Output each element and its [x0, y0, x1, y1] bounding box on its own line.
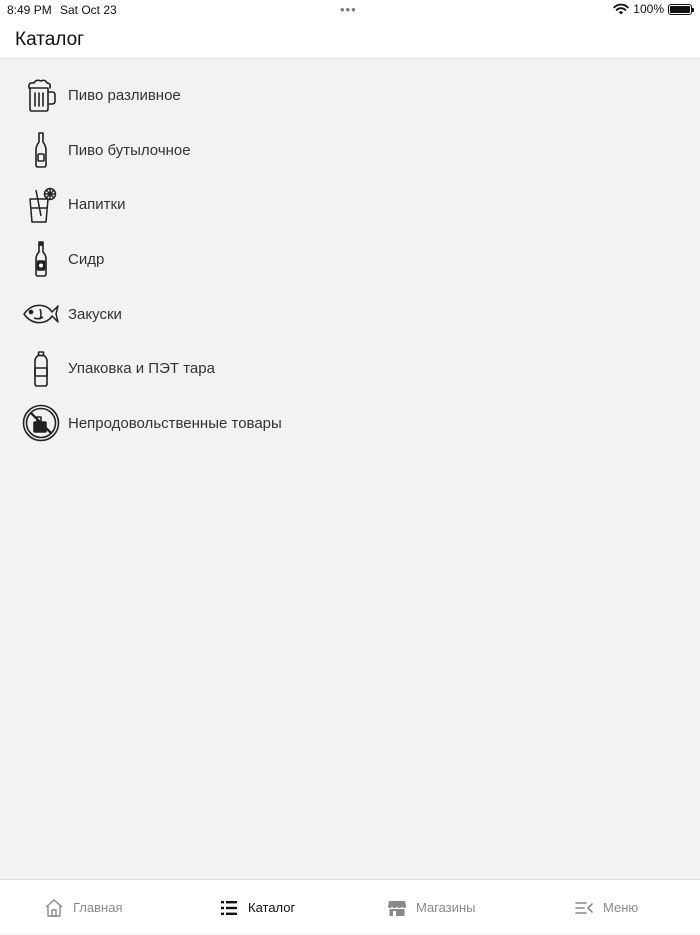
catalog-item-snacks[interactable]: [0, 287, 700, 342]
non-food-icon: [22, 404, 60, 442]
cider-bottle-icon: [22, 240, 60, 278]
home-icon: [44, 898, 64, 918]
tab-catalog[interactable]: [219, 880, 295, 935]
catalog-list: [0, 68, 700, 451]
catalog-item-non-food[interactable]: [0, 396, 700, 451]
tab-home[interactable]: [44, 880, 122, 935]
tab-menu[interactable]: [574, 880, 638, 935]
page-title: Каталог: [15, 29, 85, 50]
battery-percentage: 100%: [633, 2, 664, 16]
catalog-item-draft-beer[interactable]: [0, 68, 700, 123]
tab-bar: [0, 879, 700, 934]
status-time: 8:49 PM: [7, 3, 52, 17]
drink-glass-icon: [22, 186, 60, 224]
pet-bottle-icon: [22, 350, 60, 388]
beer-mug-icon: [22, 76, 60, 114]
fish-icon: [22, 295, 60, 333]
catalog-item-label: Сидр: [68, 250, 105, 268]
battery-icon: [668, 4, 692, 15]
wifi-icon: [613, 3, 629, 15]
catalog-item-label: Упаковка и ПЭТ тара: [68, 360, 215, 378]
status-indicators: [613, 2, 692, 16]
catalog-item-label: Напитки: [68, 196, 126, 214]
battery-level: [670, 6, 690, 13]
status-bar: [0, 0, 700, 20]
multitasking-dots[interactable]: •••: [340, 2, 357, 17]
status-date: Sat Oct 23: [60, 3, 117, 17]
catalog-item-label: Пиво разливное: [68, 86, 181, 104]
tab-label: Меню: [603, 900, 639, 915]
catalog-item-label: Непродовольственные товары: [68, 414, 282, 432]
catalog-item-label: Закуски: [68, 305, 122, 323]
list-icon: [219, 898, 239, 918]
beer-bottle-icon: [22, 131, 60, 169]
tab-label: Каталог: [248, 900, 296, 915]
catalog-item-cider[interactable]: [0, 232, 700, 287]
catalog-item-drinks[interactable]: [0, 177, 700, 232]
menu-icon: [574, 898, 594, 918]
tab-label: Магазины: [416, 900, 476, 915]
catalog-item-bottled-beer[interactable]: [0, 123, 700, 178]
catalog-item-packaging[interactable]: [0, 341, 700, 396]
store-icon: [387, 898, 407, 918]
tab-label: Главная: [73, 900, 123, 915]
navigation-bar: [0, 20, 700, 59]
tab-stores[interactable]: [387, 880, 476, 935]
catalog-item-label: Пиво бутылочное: [68, 141, 191, 159]
